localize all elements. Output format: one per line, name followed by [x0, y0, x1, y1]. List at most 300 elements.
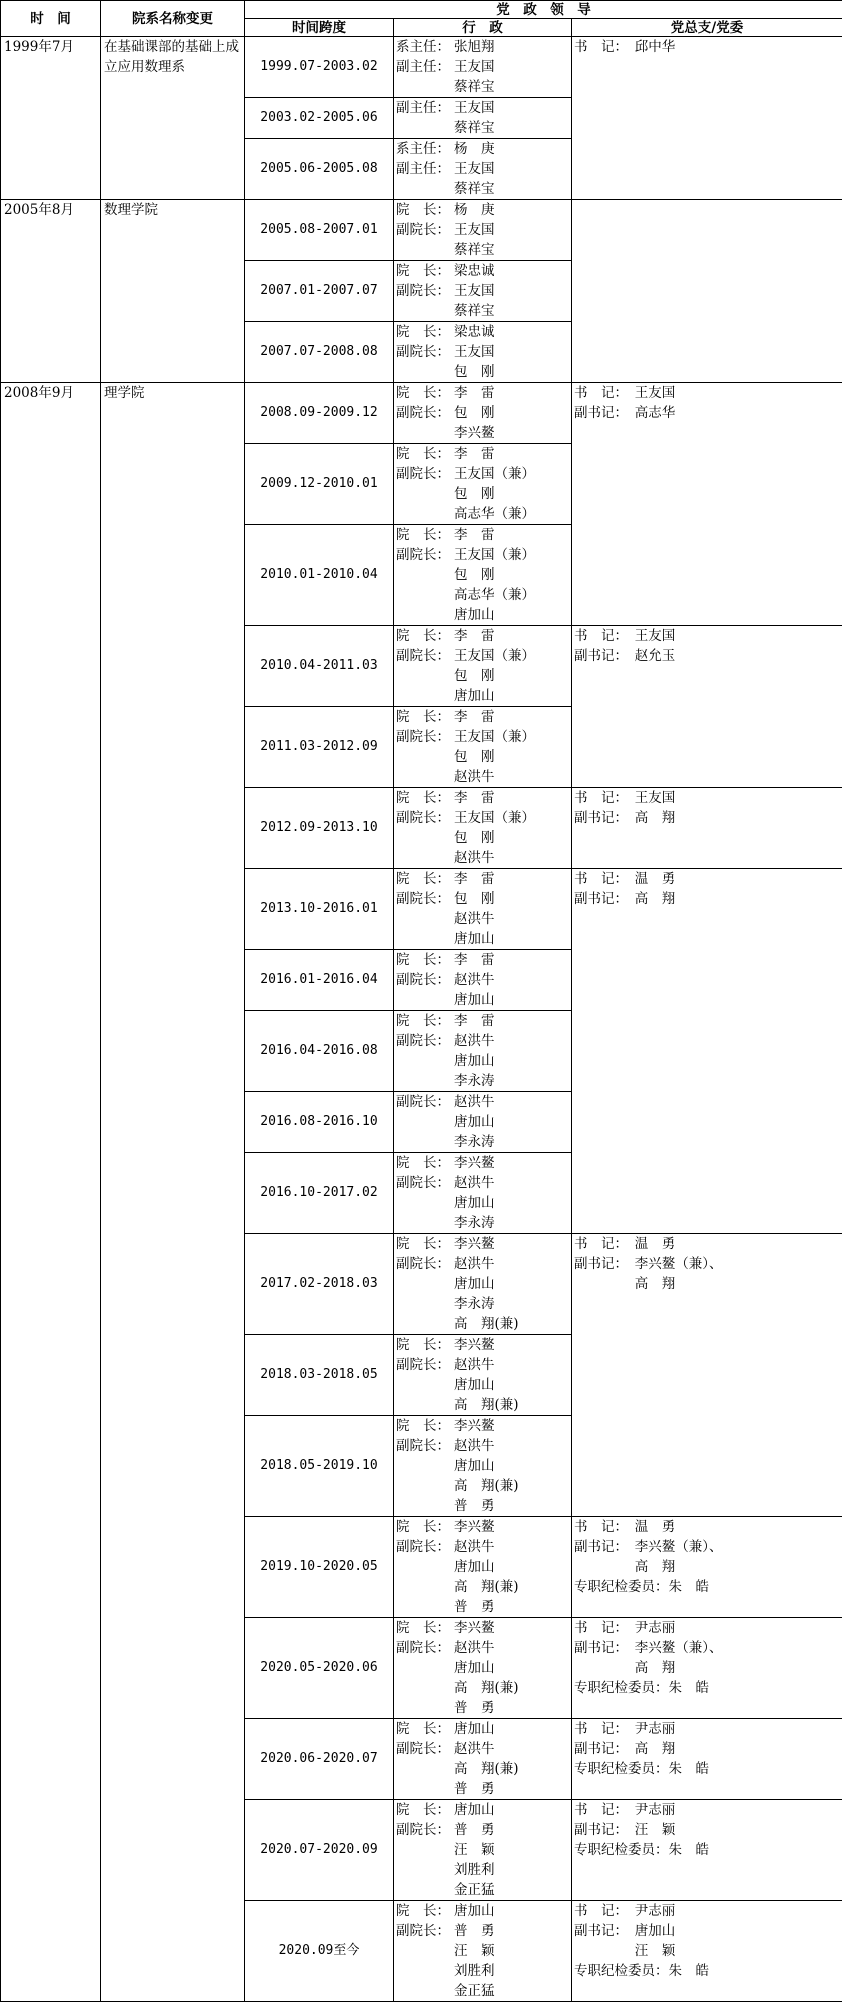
official-name: 张旭翔	[454, 37, 495, 57]
official-line	[396, 1213, 569, 1233]
party-name: 尹志丽	[635, 1719, 676, 1739]
role-label: 院 长：	[396, 788, 454, 808]
party-line	[574, 1961, 840, 1981]
role-label: 院 长：	[396, 261, 454, 281]
header-time: 时 间	[1, 1, 101, 37]
role-label: 院 长：	[396, 200, 454, 220]
official-line	[396, 261, 569, 281]
admin-cell	[394, 1618, 572, 1719]
party-officials	[572, 1517, 842, 1597]
role-label	[396, 1314, 454, 1334]
official-line	[396, 1335, 569, 1355]
party-role-label: 书 记：	[574, 37, 635, 57]
admin-cell	[394, 1416, 572, 1517]
role-label	[396, 362, 454, 382]
role-label	[396, 1476, 454, 1496]
official-line	[396, 1071, 569, 1091]
admin-cell	[394, 1335, 572, 1416]
admin-officials	[394, 261, 571, 321]
time-span: 2008.09-2009.12	[245, 383, 394, 444]
role-label: 院 长：	[396, 1011, 454, 1031]
party-role-label: 书 记：	[574, 869, 635, 889]
official-line	[396, 970, 569, 990]
official-line	[396, 77, 569, 97]
official-line	[396, 1961, 569, 1981]
party-role-label	[574, 1941, 635, 1961]
official-name: 高志华（兼）	[454, 504, 535, 524]
official-name: 唐加山	[454, 929, 495, 949]
party-name: 高 翔	[635, 1658, 676, 1678]
time-span: 2011.03-2012.09	[245, 707, 394, 788]
official-name: 包 刚	[454, 828, 495, 848]
role-label	[396, 1112, 454, 1132]
official-line	[396, 464, 569, 484]
admin-cell	[394, 1517, 572, 1618]
party-name: 邱中华	[635, 37, 676, 57]
role-label: 副院长：	[396, 1739, 454, 1759]
party-name: 朱 皓	[669, 1759, 710, 1779]
role-label	[396, 605, 454, 625]
party-name: 高 翔	[635, 1739, 676, 1759]
official-name: 唐加山	[454, 1658, 495, 1678]
party-officials	[572, 383, 842, 423]
official-line	[396, 646, 569, 666]
party-line	[574, 869, 840, 889]
era-name: 在基础课部的基础上成立应用数理系	[101, 37, 245, 200]
party-officials	[572, 788, 842, 828]
official-name: 汪 颖	[454, 1941, 495, 1961]
official-name: 唐加山	[454, 1456, 495, 1476]
role-label	[396, 1759, 454, 1779]
party-cell	[572, 626, 842, 788]
role-label: 院 长：	[396, 626, 454, 646]
official-name: 王友国	[454, 220, 495, 240]
official-name: 赵洪牛	[454, 1436, 495, 1456]
official-name: 高 翔(兼)	[454, 1759, 519, 1779]
party-officials	[572, 1618, 842, 1698]
party-name: 高志华	[635, 403, 676, 423]
official-line	[396, 1719, 569, 1739]
official-name: 李兴鳌	[454, 1517, 495, 1537]
party-name: 尹志丽	[635, 1618, 676, 1638]
admin-officials	[394, 139, 571, 199]
official-line	[396, 626, 569, 646]
official-line	[396, 1314, 569, 1334]
role-label	[396, 423, 454, 443]
role-label: 副院长：	[396, 808, 454, 828]
header-party: 党总支/党委	[572, 19, 842, 37]
official-line	[396, 585, 569, 605]
admin-cell	[394, 1011, 572, 1092]
party-line	[574, 646, 840, 666]
official-name: 蔡祥宝	[454, 240, 495, 260]
official-name: 高 翔(兼)	[454, 1577, 519, 1597]
official-line	[396, 1476, 569, 1496]
official-line	[396, 1698, 569, 1718]
admin-officials	[394, 1153, 571, 1233]
role-label: 副院长：	[396, 403, 454, 423]
official-name: 赵洪牛	[454, 1739, 495, 1759]
role-label: 副主任：	[396, 159, 454, 179]
time-span: 2016.01-2016.04	[245, 950, 394, 1011]
party-name: 赵允玉	[635, 646, 676, 666]
official-line	[396, 747, 569, 767]
official-name: 汪 颖	[454, 1840, 495, 1860]
role-label	[396, 1860, 454, 1880]
role-label	[396, 1577, 454, 1597]
official-line	[396, 1638, 569, 1658]
party-line	[574, 1840, 840, 1860]
admin-officials	[394, 1517, 571, 1617]
official-name: 王友国（兼）	[454, 464, 535, 484]
official-line	[396, 1880, 569, 1900]
table-row	[1, 383, 842, 444]
official-name: 赵洪牛	[454, 1092, 495, 1112]
role-label: 副院长：	[396, 1436, 454, 1456]
time-span: 2018.03-2018.05	[245, 1335, 394, 1416]
official-line	[396, 727, 569, 747]
official-line	[396, 1092, 569, 1112]
official-name: 唐加山	[454, 1193, 495, 1213]
role-label	[396, 1779, 454, 1799]
admin-officials	[394, 1011, 571, 1091]
era-name: 数理学院	[101, 200, 245, 383]
official-name: 李永涛	[454, 1071, 495, 1091]
official-line	[396, 767, 569, 787]
role-label	[396, 484, 454, 504]
official-name: 高 翔(兼)	[454, 1678, 519, 1698]
time-span: 2020.09至今	[245, 1901, 394, 2002]
official-name: 杨 庚	[454, 200, 495, 220]
official-name: 刘胜利	[454, 1860, 495, 1880]
official-name: 唐加山	[454, 686, 495, 706]
official-line	[396, 301, 569, 321]
official-name: 王友国	[454, 159, 495, 179]
official-name: 李 雷	[454, 788, 495, 808]
official-name: 李永涛	[454, 1132, 495, 1152]
official-line	[396, 1456, 569, 1476]
official-line	[396, 240, 569, 260]
role-label	[396, 1658, 454, 1678]
party-name: 温 勇	[635, 1517, 676, 1537]
party-role-label: 副书记：	[574, 1254, 635, 1274]
role-label	[396, 990, 454, 1010]
role-label: 院 长：	[396, 1517, 454, 1537]
admin-officials	[394, 707, 571, 787]
official-name: 李 雷	[454, 383, 495, 403]
official-name: 普 勇	[454, 1820, 495, 1840]
official-line	[396, 118, 569, 138]
official-name: 李兴鳌	[454, 1416, 495, 1436]
party-name: 温 勇	[635, 869, 676, 889]
time-span: 2003.02-2005.06	[245, 98, 394, 139]
party-name: 朱 皓	[669, 1577, 710, 1597]
party-line	[574, 1678, 840, 1698]
admin-cell	[394, 707, 572, 788]
party-line	[574, 383, 840, 403]
party-line	[574, 1739, 840, 1759]
official-line	[396, 444, 569, 464]
role-label	[396, 77, 454, 97]
era-name: 理学院	[101, 383, 245, 2002]
official-name: 包 刚	[454, 565, 495, 585]
official-line	[396, 1436, 569, 1456]
time-span: 2010.01-2010.04	[245, 525, 394, 626]
admin-officials	[394, 98, 571, 138]
admin-officials	[394, 200, 571, 260]
official-line	[396, 1416, 569, 1436]
official-name: 蔡祥宝	[454, 118, 495, 138]
time-span: 2007.01-2007.07	[245, 261, 394, 322]
admin-officials	[394, 1901, 571, 2001]
party-role-label: 书 记：	[574, 1517, 635, 1537]
official-name: 包 刚	[454, 889, 495, 909]
official-line	[396, 605, 569, 625]
role-label	[396, 118, 454, 138]
party-role-label: 书 记：	[574, 1719, 635, 1739]
official-name: 蔡祥宝	[454, 179, 495, 199]
role-label: 副院长：	[396, 970, 454, 990]
role-label: 院 长：	[396, 444, 454, 464]
official-line	[396, 889, 569, 909]
admin-cell	[394, 950, 572, 1011]
role-label: 院 长：	[396, 1153, 454, 1173]
admin-officials	[394, 444, 571, 524]
role-label	[396, 828, 454, 848]
party-role-label: 副书记：	[574, 1638, 635, 1658]
official-name: 唐加山	[454, 1274, 495, 1294]
official-line	[396, 1153, 569, 1173]
admin-officials	[394, 1092, 571, 1152]
party-name: 唐加山	[635, 1921, 676, 1941]
official-line	[396, 1678, 569, 1698]
party-line	[574, 1577, 840, 1597]
official-name: 包 刚	[454, 666, 495, 686]
official-name: 赵洪牛	[454, 1638, 495, 1658]
official-line	[396, 1820, 569, 1840]
official-name: 王友国	[454, 281, 495, 301]
official-name: 李兴鳌	[454, 1153, 495, 1173]
official-line	[396, 1840, 569, 1860]
official-line	[396, 1800, 569, 1820]
party-name: 李兴鳌（兼）、	[635, 1254, 723, 1274]
party-officials	[572, 626, 842, 666]
party-name: 温 勇	[635, 1234, 676, 1254]
role-label: 系主任：	[396, 139, 454, 159]
role-label	[396, 1698, 454, 1718]
official-name: 李兴鳌	[454, 1234, 495, 1254]
party-cell	[572, 869, 842, 1234]
official-name: 唐加山	[454, 1800, 495, 1820]
official-line	[396, 1193, 569, 1213]
party-name: 高 翔	[635, 1274, 676, 1294]
party-name: 高 翔	[635, 889, 676, 909]
official-name: 包 刚	[454, 362, 495, 382]
role-label: 院 长：	[396, 950, 454, 970]
admin-cell	[394, 261, 572, 322]
time-span: 2016.04-2016.08	[245, 1011, 394, 1092]
role-label: 副院长：	[396, 220, 454, 240]
admin-officials	[394, 37, 571, 97]
role-label	[396, 1294, 454, 1314]
party-cell	[572, 1901, 842, 2002]
table-row	[1, 200, 842, 261]
official-name: 李永涛	[454, 1294, 495, 1314]
party-cell	[572, 1234, 842, 1517]
role-label: 副院长：	[396, 464, 454, 484]
party-line	[574, 1234, 840, 1254]
official-line	[396, 1577, 569, 1597]
official-name: 李 雷	[454, 1011, 495, 1031]
admin-cell	[394, 139, 572, 200]
official-line	[396, 1759, 569, 1779]
time-span: 2016.10-2017.02	[245, 1153, 394, 1234]
official-line	[396, 281, 569, 301]
official-name: 李 雷	[454, 950, 495, 970]
official-name: 普 勇	[454, 1597, 495, 1617]
official-line	[396, 1011, 569, 1031]
role-label: 副院长：	[396, 1092, 454, 1112]
official-line	[396, 1254, 569, 1274]
official-name: 李 雷	[454, 626, 495, 646]
official-name: 王友国（兼）	[454, 808, 535, 828]
role-label	[396, 909, 454, 929]
official-line	[396, 788, 569, 808]
party-cell	[572, 383, 842, 626]
official-name: 王友国（兼）	[454, 545, 535, 565]
official-name: 唐加山	[454, 1719, 495, 1739]
party-line	[574, 1941, 840, 1961]
role-label	[396, 666, 454, 686]
admin-officials	[394, 950, 571, 1010]
official-line	[396, 322, 569, 342]
official-line	[396, 342, 569, 362]
party-name: 朱 皓	[669, 1678, 710, 1698]
admin-officials	[394, 1335, 571, 1415]
official-name: 刘胜利	[454, 1961, 495, 1981]
official-line	[396, 909, 569, 929]
admin-cell	[394, 1719, 572, 1800]
official-line	[396, 383, 569, 403]
header-name-change: 院系名称变更	[101, 1, 245, 37]
time-span: 2005.08-2007.01	[245, 200, 394, 261]
admin-cell	[394, 322, 572, 383]
party-name: 王友国	[635, 626, 676, 646]
admin-officials	[394, 383, 571, 443]
party-name: 尹志丽	[635, 1901, 676, 1921]
role-label: 院 长：	[396, 1901, 454, 1921]
party-role-label: 书 记：	[574, 1618, 635, 1638]
header-admin: 行 政	[394, 19, 572, 37]
party-role-label: 专职纪检委员：	[574, 1577, 669, 1597]
party-role-label: 专职纪检委员：	[574, 1961, 669, 1981]
official-name: 蔡祥宝	[454, 301, 495, 321]
party-line	[574, 1820, 840, 1840]
role-label	[396, 179, 454, 199]
official-line	[396, 525, 569, 545]
role-label: 院 长：	[396, 1800, 454, 1820]
official-line	[396, 1517, 569, 1537]
official-name: 包 刚	[454, 403, 495, 423]
admin-cell	[394, 1092, 572, 1153]
party-name: 王友国	[635, 788, 676, 808]
party-name: 朱 皓	[669, 1961, 710, 1981]
era-time: 1999年7月	[1, 37, 101, 200]
official-line	[396, 1901, 569, 1921]
official-line	[396, 1658, 569, 1678]
role-label	[396, 1981, 454, 2001]
official-line	[396, 1557, 569, 1577]
official-line	[396, 423, 569, 443]
official-name: 李 雷	[454, 707, 495, 727]
official-line	[396, 869, 569, 889]
party-line	[574, 808, 840, 828]
party-role-label	[574, 1274, 635, 1294]
party-line	[574, 1517, 840, 1537]
official-name: 高 翔(兼)	[454, 1476, 519, 1496]
table-row	[1, 37, 842, 98]
role-label: 院 长：	[396, 707, 454, 727]
role-label	[396, 1132, 454, 1152]
role-label	[396, 1941, 454, 1961]
official-line	[396, 1779, 569, 1799]
role-label	[396, 585, 454, 605]
time-span: 1999.07-2003.02	[245, 37, 394, 98]
role-label: 副院长：	[396, 281, 454, 301]
role-label: 院 长：	[396, 1234, 454, 1254]
admin-cell	[394, 37, 572, 98]
party-cell	[572, 1719, 842, 1800]
party-officials	[572, 1719, 842, 1779]
time-span: 2013.10-2016.01	[245, 869, 394, 950]
official-name: 梁忠诚	[454, 322, 495, 342]
official-line	[396, 57, 569, 77]
header-span: 时间跨度	[245, 19, 394, 37]
party-role-label: 副书记：	[574, 646, 635, 666]
admin-officials	[394, 1416, 571, 1516]
role-label: 副院长：	[396, 545, 454, 565]
official-line	[396, 828, 569, 848]
role-label	[396, 240, 454, 260]
party-line	[574, 1638, 840, 1658]
official-line	[396, 1274, 569, 1294]
party-line	[574, 1800, 840, 1820]
party-role-label: 书 记：	[574, 1901, 635, 1921]
official-name: 赵洪牛	[454, 1537, 495, 1557]
party-cell	[572, 1800, 842, 1901]
official-name: 唐加山	[454, 1051, 495, 1071]
official-name: 赵洪牛	[454, 1254, 495, 1274]
role-label: 院 长：	[396, 1618, 454, 1638]
time-span: 2017.02-2018.03	[245, 1234, 394, 1335]
admin-cell	[394, 869, 572, 950]
official-line	[396, 1537, 569, 1557]
role-label: 院 长：	[396, 525, 454, 545]
party-cell	[572, 788, 842, 869]
role-label	[396, 1961, 454, 1981]
official-name: 赵洪牛	[454, 767, 495, 787]
official-name: 普 勇	[454, 1496, 495, 1516]
official-name: 赵洪牛	[454, 1031, 495, 1051]
role-label: 副院长：	[396, 1537, 454, 1557]
party-name: 王友国	[635, 383, 676, 403]
role-label: 副院长：	[396, 1173, 454, 1193]
party-role-label: 副书记：	[574, 1537, 635, 1557]
official-name: 唐加山	[454, 1901, 495, 1921]
official-name: 李 雷	[454, 444, 495, 464]
admin-cell	[394, 444, 572, 525]
time-span: 2018.05-2019.10	[245, 1416, 394, 1517]
